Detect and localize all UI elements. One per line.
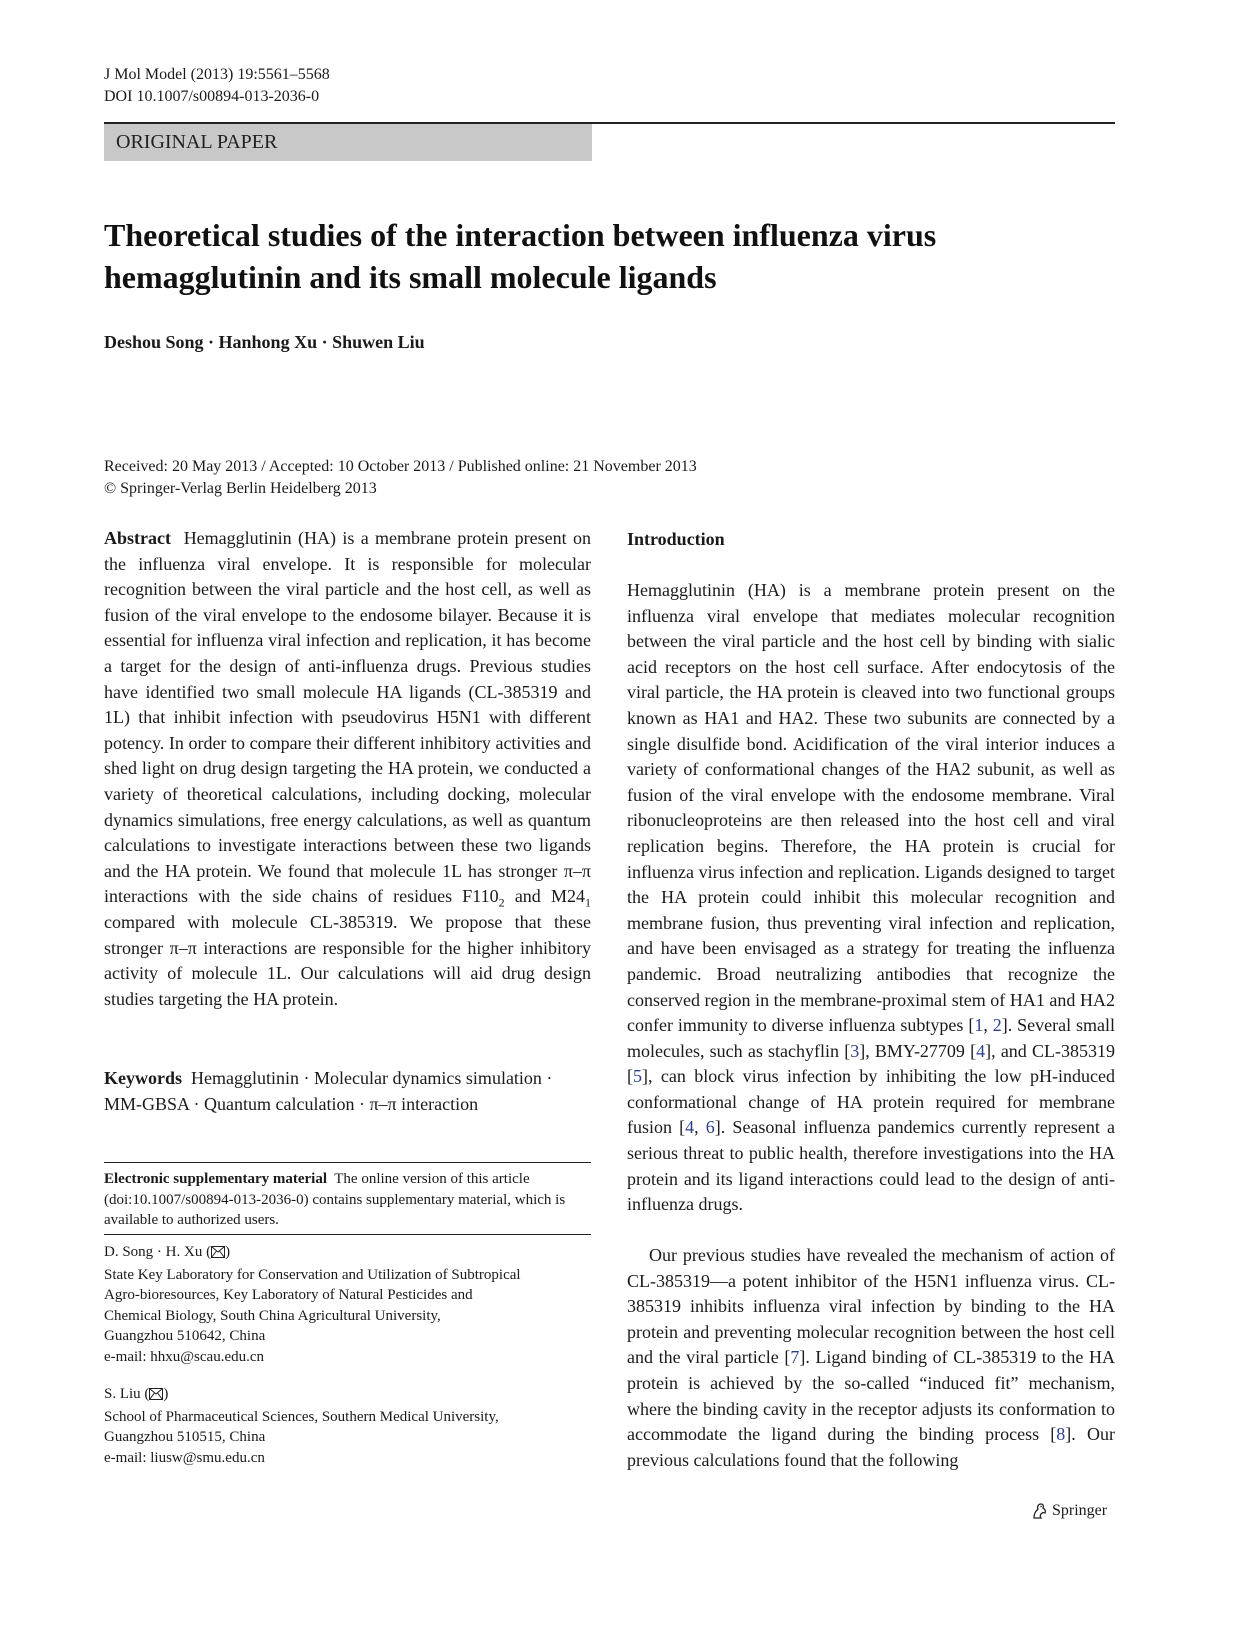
affiliation-line: State Key Laboratory for Conservation and Utilization of Subtropical <box>104 1266 521 1283</box>
citation-link[interactable]: 2 <box>992 1015 1002 1036</box>
intro-paragraph: Our previous studies have revealed the mechanism of action of CL-385319—a potent inhibitor of the H5N1 influenza virus. CL-385319 inhibits influenza viral infection by binding to the HA protein and preventing molecular recognition between the host cell and the viral particle [7]. Ligand binding of CL-385319 to the HA protein is achieved by the so-called “induced fit” mechanism, where the binding cavity in the receptor adjusts its conformation to accommodate the ligand during the binding process [8]. Our previous calculations found that the following <box>627 1245 1115 1470</box>
affiliation-block <box>104 1242 591 1367</box>
affiliation-line: School of Pharmaceutical Sciences, Southern Medical University, <box>104 1408 499 1425</box>
affiliation-rule <box>104 1234 591 1235</box>
springer-horse-logo-icon <box>1030 1502 1048 1520</box>
citation-link[interactable]: 3 <box>850 1040 860 1061</box>
subscript: 1 <box>585 895 592 910</box>
footnote-rule <box>104 1162 591 1163</box>
envelope-icon <box>211 1244 225 1265</box>
esm-label: Electronic supplementary material <box>104 1171 328 1187</box>
abstract-label: Abstract <box>104 528 171 548</box>
publisher-mark <box>1030 1500 1107 1522</box>
affiliation-line: Chemical Biology, South China Agricultural University, <box>104 1307 441 1324</box>
affiliation-line: Agro-bioresources, Key Laboratory of Natural Pesticides and <box>104 1287 473 1303</box>
email-address[interactable]: e-mail: liusw@smu.edu.cn <box>104 1449 265 1466</box>
abstract-text: compared with molecule CL-385319. We propose that these stronger π–π interactions are responsible for the higher inhibitory activity of molecule 1L. Our calculations will aid drug design studies targeting the HA protein. <box>104 911 591 1009</box>
citation-link[interactable]: 4 <box>976 1040 986 1061</box>
publication-dates: Received: 20 May 2013 / Accepted: 10 October 2013 / Published online: 21 November 2013 <box>104 458 697 475</box>
abstract-text: Hemagglutinin (HA) is a membrane protein present on the influenza viral envelope. It is responsible for molecular recognition between the viral particle and the host cell, as well as fusion of the viral envelope to the endosome bilayer. Because it is essential for influenza viral infection and replication, it has become a target for the design of anti-influenza drugs. Previous studies have identified two small molecule HA ligands (CL-385319 and 1L) that inhibit infection with pseudovirus H5N1 with different potency. In order to compare their different inhibitory activities and shed light on drug design targeting the HA protein, we conducted a variety of theoretical calculations, including docking, molecular dynamics simulations, free energy calculations, as well as quantum calculations to investigate interactions between these two ligands and the HA protein. We found that molecule 1L has stronger π–π interactions with the side chains of residues F110 <box>104 528 591 907</box>
citation-link[interactable]: 1 <box>974 1015 984 1036</box>
subscript: 2 <box>498 895 505 910</box>
email-address[interactable]: e-mail: hhxu@scau.edu.cn <box>104 1348 265 1365</box>
keywords-text: Hemagglutinin · Molecular dynamics simulation · MM-GBSA · Quantum calculation · π–π interaction <box>104 1068 553 1114</box>
abstract-text: and M24 <box>504 886 586 907</box>
doi: DOI 10.1007/s00894-013-2036-0 <box>104 88 320 105</box>
keywords-label: Keywords <box>104 1068 182 1088</box>
publisher-name: Springer <box>1052 1502 1108 1519</box>
citation-link[interactable]: 7 <box>790 1347 800 1368</box>
affiliation-block <box>104 1384 591 1468</box>
abstract <box>104 526 591 1012</box>
supplementary-material-note <box>104 1169 591 1231</box>
citation-link[interactable]: 8 <box>1056 1424 1066 1445</box>
journal-citation: J Mol Model (2013) 19:5561–5568 <box>104 66 330 83</box>
affiliation-line: Guangzhou 510515, China <box>104 1429 266 1445</box>
copyright-notice: © Springer-Verlag Berlin Heidelberg 2013 <box>104 480 377 497</box>
envelope-icon <box>149 1386 163 1407</box>
article-title: Theoretical studies of the interaction between influenza virus hemagglutinin and its small molecule ligands <box>104 217 937 295</box>
author-list: Deshou Song · Hanhong Xu · Shuwen Liu <box>104 332 425 352</box>
citation-link[interactable]: 5 <box>633 1066 642 1087</box>
affiliation-names: D. Song · H. Xu ( ) <box>104 1242 591 1265</box>
citation-link[interactable]: 6 <box>705 1117 715 1138</box>
intro-paragraph: Hemagglutinin (HA) is a membrane protein present on the influenza viral envelope that mediates molecular recognition between the viral particle and the host cell by binding with sialic acid receptors on the host cell surface. After endocytosis of the viral particle, the HA protein is cleaved into two functional groups known as HA1 and HA2. These two subunits are connected by a single disulfide bond. Acidification of the viral interior induces a variety of conformational changes of the HA2 subunit, as well as fusion of the viral envelope with the endosome membrane. Viral ribonucleoproteins are then released into the host cell and viral replication begins. Therefore, the HA protein is crucial for influenza virus infection and replication. Ligands designed to target the HA protein could inhibit this molecular recognition and membrane fusion, thus preventing viral infection and replication, and have been envisaged as a strategy for treating the influenza pandemic. Broad neutralizing antibodies that recognize the conserved region in the membrane-proximal stem of HA1 and HA2 confer immunity to diverse influenza subtypes [1, 2]. Several small molecules, such as stachyflin [3], BMY-27709 [4], and CL-385319 [5], can block virus infection by inhibiting the low pH-induced conformational change of HA protein required for membrane fusion [4, 6]. Seasonal influenza pandemics currently represent a serious threat to public health, therefore investigations into the HA protein and its ligand interactions could lead to the design of anti-influenza drugs. <box>627 580 1116 1215</box>
paper-type-label: ORIGINAL PAPER <box>104 124 592 161</box>
esm-text: The online version of this article (doi:10.1007/s00894-013-2036-0) contains supplementary material, which is available to authorized users. <box>104 1171 566 1228</box>
citation-link[interactable]: 4 <box>685 1117 695 1138</box>
section-heading: Introduction <box>627 529 725 549</box>
affiliation-names: S. Liu ( ) <box>104 1384 591 1407</box>
keywords <box>104 1066 591 1117</box>
affiliation-line: Guangzhou 510642, China <box>104 1328 266 1344</box>
